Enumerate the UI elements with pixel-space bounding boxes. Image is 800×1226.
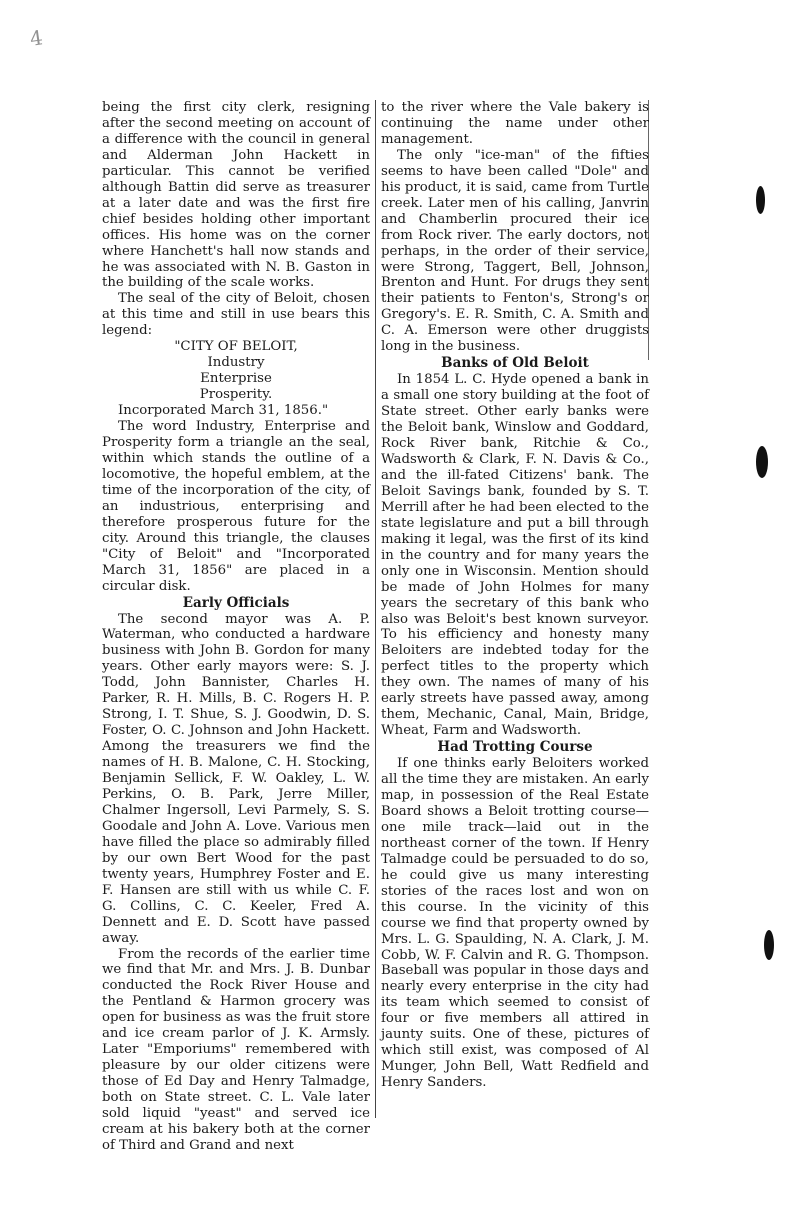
left-column (102, 100, 370, 1154)
paragraph-mayors-treasurers: The second mayor was A. P. Waterman, who conducted a hardware business with John B. Gordon for many years. Other early mayors were: S. J. Todd, John Bannister, Charles H. Parker, R. H. Mills, B. C. Rogers H. P. Strong, I. T. Shue, S. J. Goodwin, D. S. Foster, O. C. Johnson and John Hackett. Among the treasurers we find the names of H. B. Malone, C. H. Stocking, Benjamin Sellick, F. W. Oakley, L. W. Perkins, O. B. Park, Jerre Miller, Chalmer Ingersoll, Levi Parmely, S. S. Goodale and John A. Love. Various men have filled the place so admirably filled by our own Bert Wood for the past twenty years, Humphrey Foster and E. F. Hansen are still with us while C. F. G. Collins, C. C. Keeler, Fred A. Dennett and E. D. Scott have passed away. (102, 611, 370, 946)
page-number-mark: 4 (28, 25, 45, 51)
right-column (381, 100, 649, 1091)
seal-legend-line: "CITY OF BELOIT, (174, 339, 298, 355)
paragraph-vale-bakery: to the river where the Vale bakery is continuing the name under other management. (381, 100, 649, 147)
binder-hole-top (756, 186, 765, 214)
heading-banks-of-old-beloit: Banks of Old Beloit (441, 355, 589, 372)
paragraph-early-businesses: From the records of the earlier time we find that Mr. and Mrs. J. B. Dunbar conducted the Rock River House and the Pentland & Harmon grocery was open for business as was the fruit store and ice cream parlor of J. K. Armsly. Later "Emporiums" remembered with pleasure by our older citizens were those of Ed Day and Henry Talmadge, both on State street. C. L. Vale later sold liquid "yeast" and served ice cream at his bakery both at the corner of Third and Grand and next (102, 946, 370, 1153)
column-divider (375, 100, 376, 1118)
paragraph-seal-description: The word Industry, Enterprise and Prosperity form a triangle an the seal, within which stands the outline of a locomotive, the hopeful emblem, at the time of the incorporation of the city, of an industrious, enterprising and therefore prosperous future for the city. Around this triangle, the clauses "City of Beloit" and "Incorporated March 31, 1856" are placed in a circular disk. (102, 419, 370, 594)
seal-legend (102, 339, 370, 419)
binder-hole-middle (756, 446, 768, 478)
paragraph-ice-man-doctors: The only "ice-man" of the fifties seems to have been called "Dole" and his product, it is said, came from Turtle creek. Later men of his calling, Janvrin and Chamberlin procured their ice from Rock river. The early doctors, not perhaps, in the order of their service, were Strong, Taggert, Bell, Johnson, Brenton and Hunt. For drugs they sent their patients to Fenton's, Strong's or Gregory's. E. R. Smith, C. A. Smith and C. A. Emerson were other druggists long in the business. (381, 147, 649, 355)
heading-had-trotting-course: Had Trotting Course (437, 739, 593, 756)
paragraph-first-city-clerk: being the first city clerk, resigning after the second meeting on account of a difference with the council in general and Alderman John Hackett in particular. This cannot be verified although Battin did serve as treasurer at a later date and was the first fire chief besides holding other important offices. His home was on the corner where Hanchett's hall now stands and he was associated with N. B. Gaston in the building of the scale works. (102, 100, 370, 291)
seal-legend-line: Incorporated March 31, 1856." (118, 403, 329, 419)
paragraph-banks: In 1854 L. C. Hyde opened a bank in a small one story building at the foot of State street. Other early banks were the Beloit bank, Winslow and Goddard, Rock River bank, Ritchie & Co., Wadsworth & Clark, F. N. Davis & Co., and the ill-fated Citizens' bank. The Beloit Savings bank, founded by S. T. Merrill after he had been elected to the state legislature and put a bill through making it legal, was the first of its kind in the country and for many years the only one in Wisconsin. Mention should be made of John Holmes for many years the secretary of this bank who also was Beloit's best known surveyor. To his efficiency and honesty many Beloiters are indebted today for the perfect titles to the property which they own. The names of many of his early streets have passed away, among them, Mechanic, Canal, Main, Bridge, Wheat, Farm and Wadsworth. (381, 372, 649, 739)
seal-legend-line: Prosperity. (199, 387, 273, 403)
paragraph-seal-intro: The seal of the city of Beloit, chosen at this time and still in use bears this legend: (102, 291, 370, 339)
paragraph-trotting-course: If one thinks early Beloiters worked all the time they are mistaken. An early map, in possession of the Real Estate Board shows a Beloit trotting course—one mile track—laid out in the northeast corner of the town. If Henry Talmadge could be persuaded to do so, he could give us many interesting stories of the races lost and won on this course. In the vicinity of this course we find that property owned by Mrs. L. G. Spaulding, N. A. Clark, J. M. Cobb, W. F. Calvin and R. G. Thompson. Baseball was popular in those days and nearly every enterprise in the city had its team which seemed to consist of four or five members all attired in jaunty suits. One of these, pictures of which still exist, was composed of Al Munger, John Bell, Watt Redfield and Henry Sanders. (381, 756, 649, 1091)
seal-legend-line: Enterprise (200, 371, 272, 387)
seal-legend-line: Industry (207, 355, 265, 371)
heading-early-officials: Early Officials (182, 594, 290, 611)
binder-hole-bottom (764, 930, 774, 960)
